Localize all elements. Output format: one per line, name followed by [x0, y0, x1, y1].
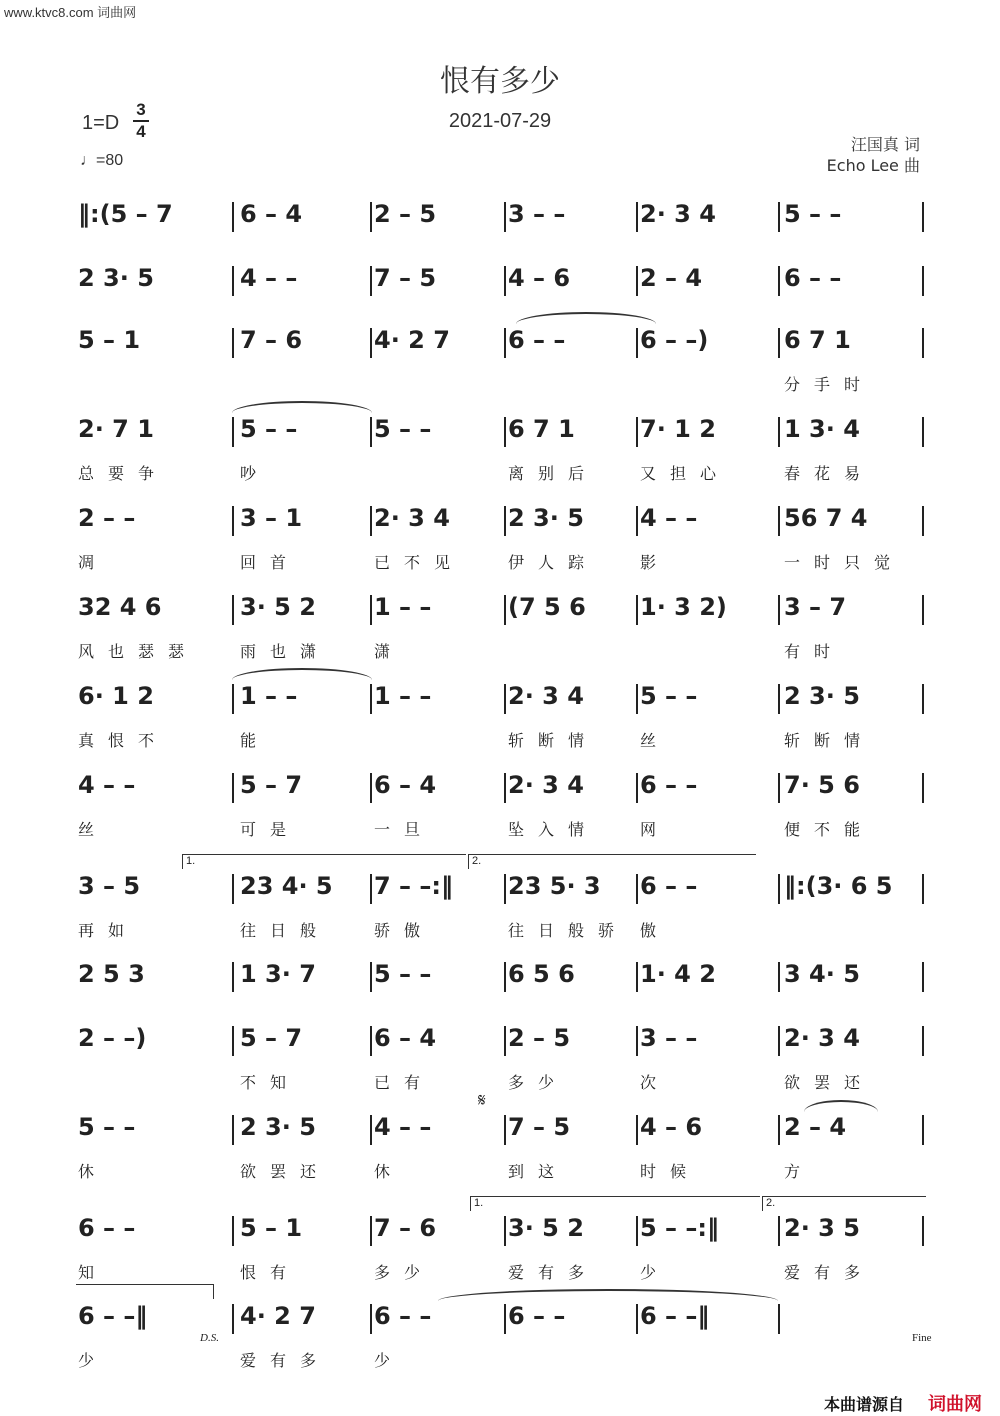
- measure: 6 5 6: [508, 960, 575, 988]
- lyric: 爱有多: [508, 1263, 599, 1282]
- lyrics-line: [0, 550, 1000, 574]
- bar-line: [778, 874, 780, 904]
- bar-line: [778, 328, 780, 358]
- bar-line: [778, 773, 780, 803]
- lyric: 往日般: [240, 921, 331, 940]
- measure: 2 5 3: [78, 960, 145, 988]
- bar-line: [636, 1216, 638, 1246]
- lyricist: 汪国真 词: [850, 135, 920, 154]
- lyric: 不知: [240, 1073, 301, 1092]
- lyric: 总要争: [78, 464, 169, 483]
- lyric: 再如: [78, 921, 139, 940]
- credits: [827, 134, 920, 176]
- lyric: 一时只觉: [784, 553, 905, 572]
- time-top: 3: [136, 100, 146, 119]
- source-label: 本曲谱源自: [823, 1395, 904, 1414]
- measure: 7 – 6: [240, 326, 303, 354]
- measure: 2 – –): [78, 1024, 147, 1052]
- fine-marking: Fine: [912, 1332, 932, 1344]
- bar-line: [922, 202, 924, 232]
- notes-line: [0, 504, 1000, 540]
- measure: 6· 1 2: [78, 682, 154, 710]
- measure: 4 – –: [374, 1113, 432, 1141]
- bar-line: [370, 202, 372, 232]
- measure: 7 – 6: [374, 1214, 437, 1242]
- bar-line: [370, 874, 372, 904]
- lyric: 骄傲: [374, 921, 435, 940]
- measure: ‖:(5 – 7: [78, 200, 173, 228]
- measure: 2 – –: [78, 504, 136, 532]
- measure: 1· 3 2): [640, 593, 727, 621]
- volta-first: 1.: [470, 1196, 760, 1211]
- song-title: 恨有多少: [440, 64, 560, 99]
- bar-line: [636, 684, 638, 714]
- lyrics-line: [0, 918, 1000, 942]
- lyric: 已有: [374, 1073, 435, 1092]
- measure: 2· 3 4: [374, 504, 450, 532]
- notes-line: [0, 1214, 1000, 1250]
- measure: 2· 3 4: [508, 771, 584, 799]
- lyric: 往日般骄: [508, 921, 629, 940]
- measure: 4 – –: [640, 504, 698, 532]
- lyrics-line: [0, 1260, 1000, 1284]
- measure: 7 – 5: [374, 264, 437, 292]
- notes-line: [0, 771, 1000, 807]
- bar-line: [778, 1304, 780, 1334]
- measure: 4 – –: [240, 264, 298, 292]
- bar-line: [636, 1026, 638, 1056]
- bar-line: [370, 595, 372, 625]
- time-bottom: 4: [133, 120, 149, 142]
- lyric: 欲罢还: [240, 1162, 331, 1181]
- measure: 6 – –: [640, 872, 698, 900]
- lyrics-line: [0, 372, 1000, 396]
- measure: 2 – 5: [508, 1024, 571, 1052]
- measure: 3 – 5: [78, 872, 141, 900]
- bar-line: [232, 962, 234, 992]
- lyric: 时候: [640, 1162, 701, 1181]
- lyric: 有时: [784, 642, 845, 661]
- notes-line: [0, 415, 1000, 451]
- bar-line: [636, 1304, 638, 1334]
- lyric: 风也瑟瑟: [78, 642, 199, 661]
- lyric: 斩断情: [784, 731, 875, 750]
- measure: 2 – 4: [784, 1113, 847, 1141]
- lyric: 雨也潇: [240, 642, 331, 661]
- bar-line: [778, 1026, 780, 1056]
- lyric: 到这: [508, 1162, 569, 1181]
- bar-line: [370, 1026, 372, 1056]
- bar-line: [232, 684, 234, 714]
- measure: 2 – 5: [374, 200, 437, 228]
- bar-line: [636, 962, 638, 992]
- bar-line: [922, 1216, 924, 1246]
- tempo-marking: ♩=80: [80, 152, 124, 169]
- bar-line: [504, 1304, 506, 1334]
- time-signature: [133, 100, 149, 142]
- notes-line: [0, 326, 1000, 362]
- tie-curve: [232, 401, 372, 413]
- bar-line: [922, 1026, 924, 1056]
- measure: 7· 5 6: [784, 771, 860, 799]
- lyric: 爱有多: [784, 1263, 875, 1282]
- measure: 5 – 1: [240, 1214, 303, 1242]
- lyric: 次: [640, 1073, 671, 1092]
- measure: 5 – –: [784, 200, 842, 228]
- measure: ‖:(3· 6 5: [784, 872, 893, 900]
- bar-line: [232, 595, 234, 625]
- bar-line: [370, 1115, 372, 1145]
- lyric: 网: [640, 820, 671, 839]
- bar-line: [778, 595, 780, 625]
- measure: 3 – 1: [240, 504, 303, 532]
- bar-line: [504, 962, 506, 992]
- lyrics-line: [0, 1070, 1000, 1094]
- measure: 6 – –: [784, 264, 842, 292]
- lyric: 影: [640, 553, 671, 572]
- bar-line: [370, 684, 372, 714]
- measure: 4· 2 7: [374, 326, 450, 354]
- measure: 1 3· 7: [240, 960, 316, 988]
- measure: 3· 5 2: [240, 593, 316, 621]
- measure: 5 – –:‖: [640, 1214, 720, 1242]
- bar-line: [636, 417, 638, 447]
- lyric: 多少: [508, 1073, 569, 1092]
- bar-line: [370, 328, 372, 358]
- measure: 1· 4 2: [640, 960, 716, 988]
- brand-logo[interactable]: 词曲网: [928, 1394, 982, 1415]
- measure: 2· 7 1: [78, 415, 154, 443]
- lyric: 傲: [640, 921, 671, 940]
- measure: 23 5· 3: [508, 872, 601, 900]
- lyric: 分手时: [784, 375, 875, 394]
- notes-line: [0, 1302, 1000, 1338]
- measure: (7 5 6: [508, 593, 586, 621]
- bar-line: [636, 202, 638, 232]
- bar-line: [922, 1115, 924, 1145]
- lyric: 能: [240, 731, 271, 750]
- bar-line: [504, 1115, 506, 1145]
- lyric: 知: [78, 1263, 109, 1282]
- bar-line: [232, 1026, 234, 1056]
- bar-line: [504, 506, 506, 536]
- measure: 6 – –): [640, 326, 709, 354]
- bar-line: [636, 1115, 638, 1145]
- volta-second: 2.: [762, 1196, 926, 1211]
- bar-line: [370, 1216, 372, 1246]
- bar-line: [636, 773, 638, 803]
- tie-curve: [232, 668, 372, 680]
- notes-line: [0, 872, 1000, 908]
- measure: 5 – –: [374, 960, 432, 988]
- lyrics-line: [0, 1348, 1000, 1372]
- bar-line: [370, 1304, 372, 1334]
- tie-curve: [438, 1289, 778, 1301]
- bar-line: [636, 595, 638, 625]
- measure: 3· 5 2: [508, 1214, 584, 1242]
- notes-line: [0, 200, 1000, 236]
- bar-line: [370, 417, 372, 447]
- bar-line: [922, 595, 924, 625]
- bar-line: [504, 417, 506, 447]
- lyric: 回首: [240, 553, 301, 572]
- lyrics-line: [0, 817, 1000, 841]
- bar-line: [778, 417, 780, 447]
- bar-line: [370, 266, 372, 296]
- lyric: 凋: [78, 553, 109, 572]
- measure: 23 4· 5: [240, 872, 333, 900]
- measure: 7 – 5: [508, 1113, 571, 1141]
- key-signature: 1=D: [82, 112, 120, 134]
- notes-line: [0, 682, 1000, 718]
- bar-line: [636, 266, 638, 296]
- measure: 7· 1 2: [640, 415, 716, 443]
- bar-line: [232, 417, 234, 447]
- bar-line: [232, 1115, 234, 1145]
- bar-line: [504, 684, 506, 714]
- lyric: 可是: [240, 820, 301, 839]
- lyric: 多少: [374, 1263, 435, 1282]
- lyric: 欲罢还: [784, 1073, 875, 1092]
- measure: 7 – –:‖: [374, 872, 454, 900]
- bar-line: [232, 266, 234, 296]
- lyric: 斩断情: [508, 731, 599, 750]
- measure: 32 4 6: [78, 593, 162, 621]
- segno-icon: 𝄋: [478, 1090, 486, 1110]
- bar-line: [778, 266, 780, 296]
- bar-line: [504, 202, 506, 232]
- bar-line: [922, 506, 924, 536]
- bar-line: [232, 1216, 234, 1246]
- bar-line: [232, 874, 234, 904]
- measure: 5 – 7: [240, 771, 303, 799]
- lyric: 已不见: [374, 553, 465, 572]
- bar-line: [232, 202, 234, 232]
- bar-line: [922, 684, 924, 714]
- bar-line: [778, 506, 780, 536]
- measure: 5 – –: [78, 1113, 136, 1141]
- measure: 5 – 7: [240, 1024, 303, 1052]
- measure: 3 4· 5: [784, 960, 860, 988]
- lyric: 春花易: [784, 464, 875, 483]
- lyric: 丝: [78, 820, 109, 839]
- lyric: 休: [374, 1162, 405, 1181]
- bar-line: [232, 328, 234, 358]
- bar-line: [922, 773, 924, 803]
- lyrics-line: [0, 1159, 1000, 1183]
- measure: 2· 3 4: [640, 200, 716, 228]
- bar-line: [370, 773, 372, 803]
- lyric: 丝: [640, 731, 671, 750]
- bar-line: [778, 1115, 780, 1145]
- measure: 2 3· 5: [240, 1113, 316, 1141]
- measure: 3 – –: [508, 200, 566, 228]
- measure: 4· 2 7: [240, 1302, 316, 1330]
- notes-line: [0, 264, 1000, 300]
- measure: 56 7 4: [784, 504, 868, 532]
- measure: 6 7 1: [508, 415, 575, 443]
- bar-line: [636, 328, 638, 358]
- volta-first: 1.: [182, 854, 466, 869]
- measure: 6 – 4: [240, 200, 303, 228]
- measure: 2 – 4: [640, 264, 703, 292]
- bar-line: [370, 962, 372, 992]
- bar-line: [778, 202, 780, 232]
- bar-line: [778, 1216, 780, 1246]
- measure: 2· 3 4: [784, 1024, 860, 1052]
- lyric: 方: [784, 1162, 815, 1181]
- bar-line: [922, 328, 924, 358]
- lyric: 爱有多: [240, 1351, 331, 1370]
- bar-line: [922, 962, 924, 992]
- bar-line: [232, 773, 234, 803]
- measure: 3 – 7: [784, 593, 847, 621]
- measure: 3 – –: [640, 1024, 698, 1052]
- notes-line: [0, 593, 1000, 629]
- measure: 6 7 1: [784, 326, 851, 354]
- lyric: 恨有: [240, 1263, 301, 1282]
- song-date: 2021-07-29: [448, 110, 552, 132]
- lyric: 少: [640, 1263, 671, 1282]
- site-url[interactable]: www.ktvc8.com 词曲网: [4, 5, 137, 20]
- bar-line: [504, 773, 506, 803]
- lyric: 潇: [374, 642, 405, 661]
- lyric: 便不能: [784, 820, 875, 839]
- lyric: 吵: [240, 464, 271, 483]
- measure: 4 – 6: [640, 1113, 703, 1141]
- measure: 6 – –: [640, 771, 698, 799]
- measure: 1 3· 4: [784, 415, 860, 443]
- measure: 2 3· 5: [78, 264, 154, 292]
- measure: 2· 3 4: [508, 682, 584, 710]
- bar-line: [922, 266, 924, 296]
- tie-curve: [804, 1100, 878, 1112]
- lyrics-line: [0, 461, 1000, 485]
- lyric: 伊人踪: [508, 553, 599, 572]
- bar-line: [636, 874, 638, 904]
- bar-line: [370, 506, 372, 536]
- notes-line: [0, 960, 1000, 996]
- bar-line: [504, 266, 506, 296]
- measure: 5 – –: [640, 682, 698, 710]
- measure: 1 – –: [374, 593, 432, 621]
- measure: 6 – –: [508, 1302, 566, 1330]
- lyric: 离别后: [508, 464, 599, 483]
- measure: 6 – –: [374, 1302, 432, 1330]
- bar-line: [232, 1304, 234, 1334]
- measure: 2· 3 5: [784, 1214, 860, 1242]
- measure: 6 – 4: [374, 1024, 437, 1052]
- bar-line: [504, 1216, 506, 1246]
- measure: 1 – –: [240, 682, 298, 710]
- bar-line: [504, 328, 506, 358]
- measure: 4 – 6: [508, 264, 571, 292]
- lyric: 真恨不: [78, 731, 169, 750]
- measure: 2 3· 5: [784, 682, 860, 710]
- lyric: 少: [374, 1351, 405, 1370]
- lyric: 少: [78, 1351, 109, 1370]
- measure: 6 – –: [508, 326, 566, 354]
- notes-line: [0, 1024, 1000, 1060]
- bar-line: [504, 1026, 506, 1056]
- measure: 2 3· 5: [508, 504, 584, 532]
- bar-line: [232, 506, 234, 536]
- lyric: 坠入情: [508, 820, 599, 839]
- composer: Echo Lee 曲: [826, 156, 920, 175]
- notes-line: [0, 1113, 1000, 1149]
- lyric: 一旦: [374, 820, 435, 839]
- measure: 6 – –‖: [78, 1302, 148, 1330]
- volta-bracket: [76, 1284, 214, 1299]
- lyrics-line: [0, 728, 1000, 752]
- bar-line: [778, 962, 780, 992]
- bar-line: [504, 874, 506, 904]
- bar-line: [922, 417, 924, 447]
- measure: 1 – –: [374, 682, 432, 710]
- lyric: 休: [78, 1162, 109, 1181]
- lyrics-line: [0, 639, 1000, 663]
- tie-curve: [516, 312, 656, 324]
- volta-second: 2.: [468, 854, 756, 869]
- measure: 6 – –: [78, 1214, 136, 1242]
- measure: 6 – –‖: [640, 1302, 710, 1330]
- bar-line: [778, 684, 780, 714]
- bar-line: [636, 506, 638, 536]
- measure: 6 – 4: [374, 771, 437, 799]
- measure: 4 – –: [78, 771, 136, 799]
- bar-line: [504, 595, 506, 625]
- measure: 5 – –: [240, 415, 298, 443]
- ds-marking: D.S.: [200, 1332, 219, 1344]
- measure: 5 – –: [374, 415, 432, 443]
- lyric: 又担心: [640, 464, 731, 483]
- measure: 5 – 1: [78, 326, 141, 354]
- bar-line: [922, 874, 924, 904]
